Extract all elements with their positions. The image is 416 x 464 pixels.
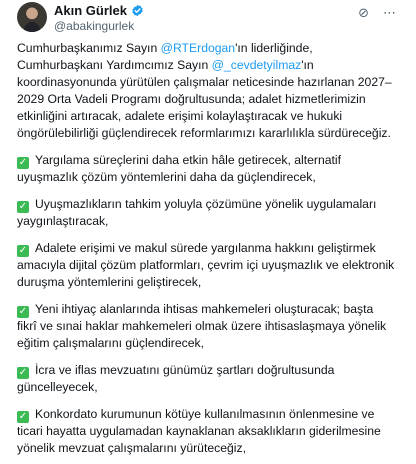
handle[interactable]: @abakingurlek [54, 19, 135, 33]
list-item [17, 152, 396, 186]
check-mark-icon: ✓ [18, 157, 28, 168]
list-item-text: İcra ve iflas mevzuatını günümüz şartları doğrultusunda güncelleyecek, [17, 363, 335, 394]
mention-cevdetyilmaz[interactable]: @_cevdetyilmaz [211, 58, 302, 72]
intro-paragraph [17, 40, 396, 142]
list-item-text: Adalete erişimi ve makul sürede yargılanma hakkını geliştirmek amacıyla dijital çözüm platformları, çevrim içi uyuşmazlık ve elektronik duruşma yöntemlerini geliştirecek, [17, 241, 395, 289]
avatar[interactable] [17, 2, 47, 32]
intro-text: Cumhurbaşkanımız Sayın [17, 41, 161, 55]
tweet-header [17, 0, 396, 36]
list-item [17, 362, 396, 396]
name-row [54, 3, 144, 18]
check-mark-icon: ✓ [18, 411, 28, 422]
check-mark-icon: ✓ [18, 201, 28, 212]
author-names [54, 3, 144, 34]
list-item [17, 240, 396, 291]
intro-text: 'ın koordinasyonunda yürütülen çalışmalar neticesinde hazırlanan 2027–2029 Orta Vadeli Programı doğrultusunda; adalet hizmetlerimizin etkinliğini artıracak, adalete erişimi kolaylaştıracak ve hukuki öngörülebilirliği güçlendirecek reformlarımızı kararlılıkla sürdüreceğiz. [17, 58, 392, 140]
display-name[interactable]: Akın Gürlek [54, 3, 127, 18]
tweet-text [17, 40, 396, 457]
header-actions [358, 6, 396, 20]
more-options-icon[interactable]: ⋯ [383, 5, 396, 20]
list-item [17, 406, 396, 457]
list-item-text: Yeni ihtiyaç alanlarında ihtisas mahkemeleri oluşturacak; başta fikrî ve sınai haklar mahkemeleri olmak üzere ihtisaslaşmaya yönelik eğitim çalışmalarını güçlendirecek, [17, 302, 387, 350]
grok-icon[interactable]: ⊘ [358, 5, 369, 20]
check-mark-icon: ✓ [18, 367, 28, 378]
check-mark-icon: ✓ [18, 245, 28, 256]
list-item [17, 196, 396, 230]
list-item [17, 301, 396, 352]
intro-text: 'ın liderliğinde, Cumhurbaşkanı Yardımcımız Sayın [17, 41, 313, 72]
check-mark-icon: ✓ [18, 306, 28, 317]
mention-rterdogan[interactable]: @RTErdogan [160, 41, 236, 55]
list-item-text: Konkordato kurumunun kötüye kullanılmasının önlenmesine ve ticari hayatta uygulamadan kaynaklanan aksaklıkların giderilmesine yönelik mevzuat çalışmalarını yürüteceğiz, [17, 407, 381, 455]
verified-badge-icon [131, 4, 144, 17]
list-item-text: Yargılama süreçlerini daha etkin hâle getirecek, alternatif uyuşmazlık çözüm yöntemlerini daha da güçlendirecek, [17, 153, 341, 184]
list-item-text: Uyuşmazlıkların tahkim yoluyla çözümüne yönelik uygulamaları yaygınlaştıracak, [17, 197, 377, 228]
